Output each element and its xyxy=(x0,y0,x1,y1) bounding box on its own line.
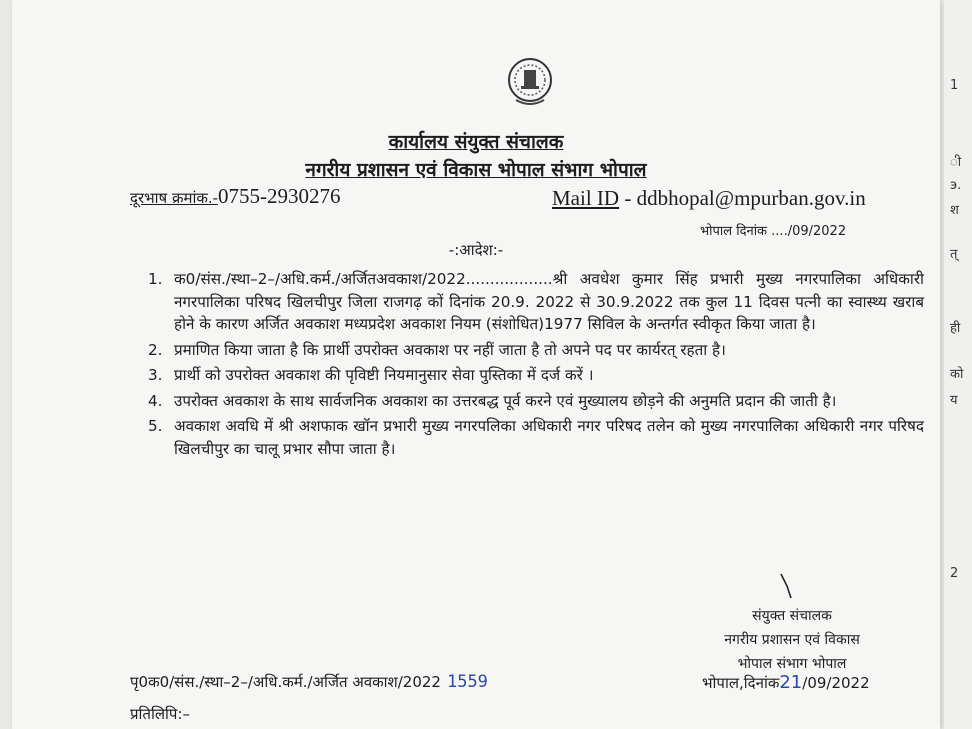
edge-fragment: ी xyxy=(950,155,962,170)
edge-fragment: श xyxy=(950,203,959,218)
order-item xyxy=(148,339,924,362)
order-item xyxy=(148,415,924,460)
item-number: 3. xyxy=(148,366,163,384)
item-number: 1. xyxy=(148,270,163,288)
signatory-location: भोपाल संभाग भोपाल xyxy=(737,656,847,672)
edge-fragment: 1 xyxy=(950,78,959,93)
mail-address: ddbhopal@mpurban.gov.in xyxy=(636,186,866,210)
signature-mark-icon xyxy=(778,572,796,602)
edge-fragment: 2 xyxy=(950,566,959,581)
mail-separator: - xyxy=(619,186,637,210)
mail-line xyxy=(552,186,866,211)
reference-text: पृ0क0/संस./स्था–2–/अधि.कर्म./अर्जित अवकाश/2022 xyxy=(130,673,441,691)
document-page xyxy=(12,0,940,729)
item-number: 5. xyxy=(148,417,163,435)
reference-date-suffix: /09/2022 xyxy=(802,674,870,692)
header-date: भोपाल दिनांक ..../09/2022 xyxy=(700,224,847,239)
mail-label: Mail ID xyxy=(552,186,620,210)
copy-to-label: प्रतिलिपि:– xyxy=(130,705,190,723)
signatory-department: नगरीय प्रशासन एवं विकास xyxy=(724,632,860,648)
item-text: क0/संस./स्था–2–/अधि.कर्म./अर्जितअवकाश/2022..................श्री अवधेश कुमार सिंह प्रभारी मुख्य नगरपालिका अधिकारी नगरपालिका परिषद खिलचीपुर जिला राजगढ़ कों दिनांक 20.9. 2022 से 30.9.2022 तक कुल 11 दिवस पत्नी का स्वास्थ्य खराब होने के कारण अर्जित अवकाश मध्यप्रदेश अवकाश नियम (संशोधित)1977 सिविल के अन्तर्गत स्वीकृत किया जाता है। xyxy=(174,270,924,333)
adjacent-page-edge xyxy=(944,0,972,729)
order-item xyxy=(148,390,924,413)
reference-date xyxy=(702,672,870,693)
reference-date-prefix: भोपाल,दिनांक xyxy=(702,674,780,692)
order-title: -:आदेश:- xyxy=(448,241,504,259)
office-title: कार्यालय संयुक्त संचालक xyxy=(388,131,564,153)
edge-fragment: त् xyxy=(950,247,958,262)
signature-block xyxy=(692,604,892,676)
government-emblem-icon xyxy=(506,56,554,108)
phone-number: 0755-2930276 xyxy=(218,184,341,208)
office-subtitle: नगरीय प्रशासन एवं विकास भोपाल संभाग भोपाल xyxy=(305,159,647,181)
handwritten-day: 21 xyxy=(779,672,803,693)
edge-fragment: य xyxy=(950,393,958,408)
edge-fragment: э. xyxy=(950,178,962,193)
item-number: 2. xyxy=(148,340,163,359)
item-number: 4. xyxy=(148,391,163,410)
phone-line xyxy=(130,184,341,209)
order-items xyxy=(148,268,924,463)
edge-fragment: ही xyxy=(950,321,961,336)
order-item xyxy=(148,268,924,336)
order-item xyxy=(148,364,924,387)
item-text: प्रार्थी को उपरोक्त अवकाश की पृविष्टी नियमानुसार सेवा पुस्तिका में दर्ज करें । xyxy=(174,366,594,384)
phone-label: दूरभाष क्रमांक.- xyxy=(130,189,219,207)
edge-fragment: को xyxy=(950,367,964,382)
item-text: अवकाश अवधि में श्री अशफाक खॉन प्रभारी मुख्य नगरपलिका अधिकारी नगर परिषद तलेन को मुख्य नगरपालिका अधिकारी नगर परिषद खिलचीपुर का चालू प्रभार सौपा जाता है। xyxy=(174,417,924,458)
item-text: प्रमाणित किया जाता है कि प्रार्थी उपरोक्त अवकाश पर नहीं जाता है तो अपने पद पर कार्यरत् रहता है। xyxy=(174,340,726,359)
reference-number xyxy=(130,672,488,692)
item-text: उपरोक्त अवकाश के साथ सार्वजनिक अवकाश का उत्तरबद्ध पूर्व करने एवं मुख्यालय छोड़ने की अनुमति प्रदान की जाती है। xyxy=(174,391,837,410)
signatory-title: संयुक्त संचालक xyxy=(752,608,832,624)
handwritten-number: 1559 xyxy=(446,672,488,692)
